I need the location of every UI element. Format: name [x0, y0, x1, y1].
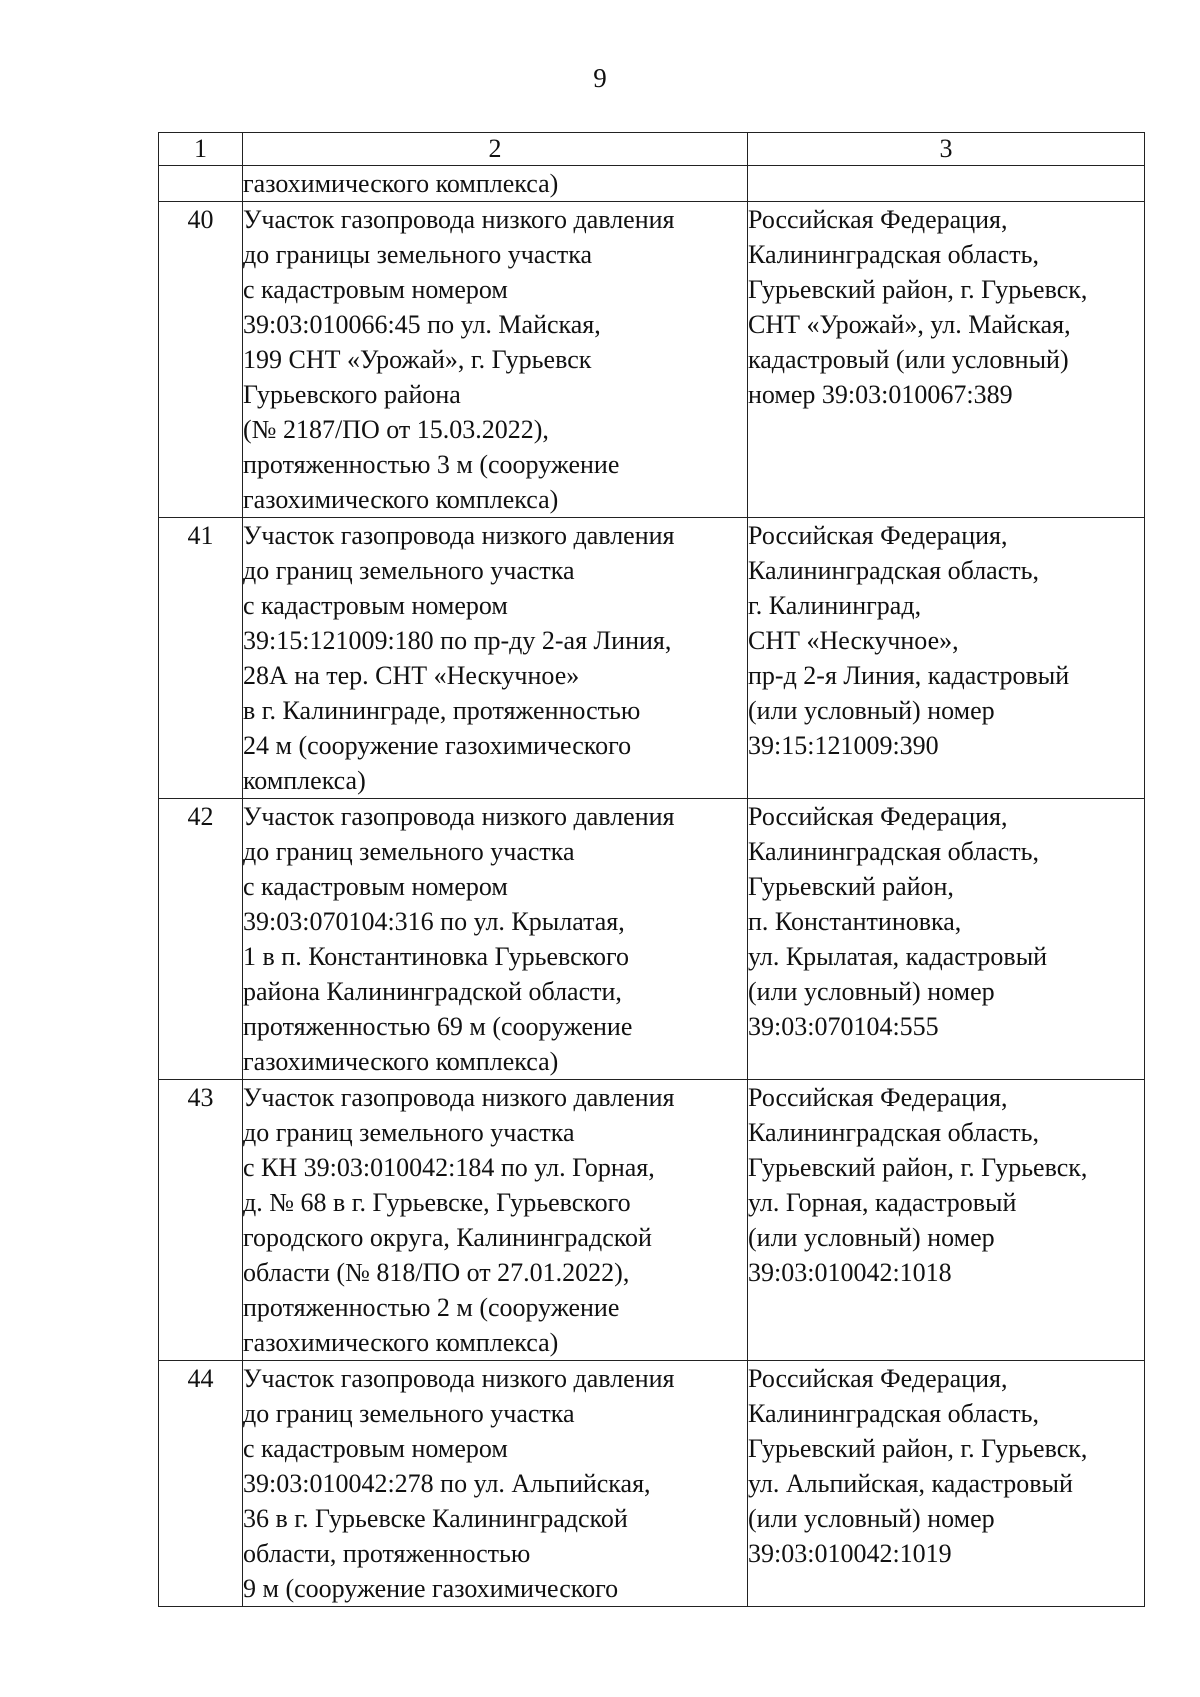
row-number: 41: [159, 518, 243, 799]
description-line: газохимического комплекса): [243, 485, 559, 514]
column-header-description: 2: [243, 133, 748, 166]
address-line: 39:03:010042:1019: [748, 1539, 952, 1568]
address-line: СНТ «Урожай», ул. Майская,: [748, 310, 1071, 339]
description-line: области, протяженностью: [243, 1539, 531, 1568]
address-line: ул. Альпийская, кадастровый: [748, 1469, 1073, 1498]
description-line: до границ земельного участка: [243, 1399, 575, 1428]
description-line: газохимического комплекса): [243, 169, 559, 198]
description-line: городского округа, Калининградской: [243, 1223, 652, 1252]
address-line: 39:03:010042:1018: [748, 1258, 952, 1287]
description-line: с кадастровым номером: [243, 872, 508, 901]
address-line: Гурьевский район, г. Гурьевск,: [748, 275, 1088, 304]
address-line: Российская Федерация,: [748, 1083, 1008, 1112]
description-line: с кадастровым номером: [243, 1434, 508, 1463]
object-description: [243, 202, 748, 518]
row-number: [159, 166, 243, 202]
description-line: д. № 68 в г. Гурьевске, Гурьевского: [243, 1188, 631, 1217]
address-line: (или условный) номер: [748, 977, 995, 1006]
address-line: Российская Федерация,: [748, 521, 1008, 550]
description-line: 39:15:121009:180 по пр-ду 2-ая Линия,: [243, 626, 672, 655]
table-row: [159, 1361, 1145, 1607]
address-line: Калининградская область,: [748, 240, 1039, 269]
address-line: кадастровый (или условный): [748, 345, 1069, 374]
description-line: газохимического комплекса): [243, 1328, 559, 1357]
description-line: с КН 39:03:010042:184 по ул. Горная,: [243, 1153, 655, 1182]
header-row: [159, 133, 1145, 166]
table-row: [159, 1080, 1145, 1361]
object-description: [243, 1080, 748, 1361]
address-line: (или условный) номер: [748, 1504, 995, 1533]
description-line: Участок газопровода низкого давления: [243, 1083, 675, 1112]
object-address: [748, 799, 1145, 1080]
row-number: 40: [159, 202, 243, 518]
address-line: Калининградская область,: [748, 556, 1039, 585]
row-number: 43: [159, 1080, 243, 1361]
object-description: [243, 518, 748, 799]
object-address: [748, 1361, 1145, 1607]
address-line: Российская Федерация,: [748, 802, 1008, 831]
address-line: п. Константиновка,: [748, 907, 962, 936]
description-line: (№ 2187/ПО от 15.03.2022),: [243, 415, 549, 444]
page-number: 9: [593, 63, 607, 93]
table-row: [159, 518, 1145, 799]
table-header: [159, 133, 1145, 166]
description-line: 24 м (сооружение газохимического: [243, 731, 632, 760]
address-line: г. Калининград,: [748, 591, 922, 620]
address-line: пр-д 2-я Линия, кадастровый: [748, 661, 1070, 690]
description-line: Участок газопровода низкого давления: [243, 205, 675, 234]
description-line: Гурьевского района: [243, 380, 461, 409]
address-line: Гурьевский район,: [748, 872, 954, 901]
description-line: Участок газопровода низкого давления: [243, 521, 675, 550]
address-line: 39:03:070104:555: [748, 1012, 939, 1041]
description-line: комплекса): [243, 766, 366, 795]
description-line: в г. Калининграде, протяженностью: [243, 696, 641, 725]
description-line: протяженностью 69 м (сооружение: [243, 1012, 633, 1041]
description-line: Участок газопровода низкого давления: [243, 802, 675, 831]
address-line: Российская Федерация,: [748, 1364, 1008, 1393]
object-address: [748, 518, 1145, 799]
row-number: 42: [159, 799, 243, 1080]
description-line: 39:03:070104:316 по ул. Крылатая,: [243, 907, 625, 936]
address-line: Гурьевский район, г. Гурьевск,: [748, 1153, 1088, 1182]
object-description: [243, 166, 748, 202]
description-line: 39:03:010042:278 по ул. Альпийская,: [243, 1469, 651, 1498]
table-body: [159, 166, 1145, 1607]
object-description: [243, 799, 748, 1080]
description-line: с кадастровым номером: [243, 275, 508, 304]
description-line: 39:03:010066:45 по ул. Майская,: [243, 310, 601, 339]
row-number: 44: [159, 1361, 243, 1607]
description-line: до границы земельного участка: [243, 240, 593, 269]
address-line: ул. Горная, кадастровый: [748, 1188, 1017, 1217]
address-line: СНТ «Нескучное»,: [748, 626, 959, 655]
object-address: [748, 202, 1145, 518]
description-line: области (№ 818/ПО от 27.01.2022),: [243, 1258, 630, 1287]
description-line: 36 в г. Гурьевске Калининградской: [243, 1504, 628, 1533]
description-line: Участок газопровода низкого давления: [243, 1364, 675, 1393]
address-line: (или условный) номер: [748, 1223, 995, 1252]
column-header-number: 1: [159, 133, 243, 166]
object-address: [748, 1080, 1145, 1361]
address-line: Калининградская область,: [748, 837, 1039, 866]
address-line: 39:15:121009:390: [748, 731, 939, 760]
description-line: 9 м (сооружение газохимического: [243, 1574, 619, 1603]
description-line: протяженностью 2 м (сооружение: [243, 1293, 620, 1322]
description-line: до границ земельного участка: [243, 556, 575, 585]
address-line: номер 39:03:010067:389: [748, 380, 1013, 409]
description-line: 199 СНТ «Урожай», г. Гурьевск: [243, 345, 592, 374]
column-header-address: 3: [748, 133, 1145, 166]
description-line: до границ земельного участка: [243, 837, 575, 866]
object-address: [748, 166, 1145, 202]
description-line: 1 в п. Константиновка Гурьевского: [243, 942, 630, 971]
address-line: Калининградская область,: [748, 1118, 1039, 1147]
address-line: ул. Крылатая, кадастровый: [748, 942, 1048, 971]
table-row: [159, 202, 1145, 518]
description-line: газохимического комплекса): [243, 1047, 559, 1076]
address-line: Российская Федерация,: [748, 205, 1008, 234]
description-line: до границ земельного участка: [243, 1118, 575, 1147]
object-description: [243, 1361, 748, 1607]
register-table: [158, 132, 1145, 1607]
description-line: протяженностью 3 м (сооружение: [243, 450, 620, 479]
address-line: (или условный) номер: [748, 696, 995, 725]
address-line: Гурьевский район, г. Гурьевск,: [748, 1434, 1088, 1463]
description-line: с кадастровым номером: [243, 591, 508, 620]
address-line: Калининградская область,: [748, 1399, 1039, 1428]
description-line: 28А на тер. СНТ «Нескучное»: [243, 661, 580, 690]
table-row: [159, 166, 1145, 202]
description-line: района Калининградской области,: [243, 977, 622, 1006]
table-row: [159, 799, 1145, 1080]
